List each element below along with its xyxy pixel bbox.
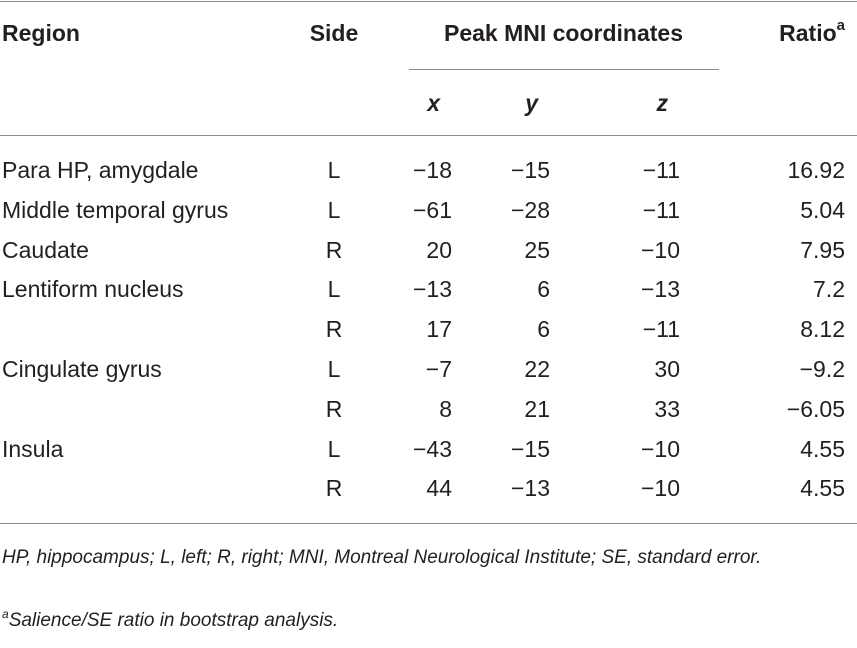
- coordinates-subheader-rule: [409, 69, 719, 70]
- cell-x: −13: [412, 276, 452, 302]
- cell-z: 30: [654, 356, 680, 382]
- cell-side: L: [327, 436, 341, 462]
- cell-side: L: [327, 276, 341, 302]
- cell-x: 20: [426, 237, 452, 263]
- cell-x: −7: [425, 356, 452, 382]
- cell-x: 8: [439, 396, 452, 422]
- footnote-a-text: Salience/SE ratio in bootstrap analysis.: [8, 610, 339, 631]
- header-side: Side: [309, 20, 359, 46]
- cell-x: −18: [412, 157, 452, 183]
- cell-ratio: 8.12: [800, 316, 845, 342]
- cell-side: R: [325, 316, 343, 342]
- cell-z: 33: [654, 396, 680, 422]
- cell-y: −28: [510, 197, 550, 223]
- cell-ratio: 7.95: [800, 237, 845, 263]
- header-ratio-label: Ratio: [779, 20, 837, 46]
- cell-ratio: −9.2: [799, 356, 845, 382]
- header-region: Region: [2, 20, 80, 46]
- cell-region: Lentiform nucleus: [2, 276, 184, 302]
- cell-y: −13: [510, 475, 550, 501]
- header-z: z: [656, 90, 668, 116]
- cell-ratio: 5.04: [800, 197, 845, 223]
- cell-side: R: [325, 475, 343, 501]
- cell-side: L: [327, 157, 341, 183]
- cell-z: −11: [642, 316, 680, 342]
- cell-region: Middle temporal gyrus: [2, 197, 229, 223]
- cell-side: R: [325, 237, 343, 263]
- header-ratio-footnote-marker: a: [836, 17, 845, 35]
- header-y: y: [525, 90, 538, 116]
- cell-region: Caudate: [2, 237, 89, 263]
- cell-x: −43: [412, 436, 452, 462]
- cell-region: Cingulate gyrus: [2, 356, 162, 382]
- cell-ratio: 7.2: [813, 276, 845, 302]
- cell-region: Para HP, amygdale: [2, 157, 199, 183]
- footnote-a-marker: a: [2, 606, 9, 621]
- table-bottom-rule: [0, 523, 857, 524]
- cell-z: −11: [642, 197, 680, 223]
- cell-side: L: [327, 197, 341, 223]
- cell-x: 44: [426, 475, 452, 501]
- cell-z: −13: [640, 276, 680, 302]
- header-x: x: [427, 90, 440, 116]
- cell-ratio: 16.92: [787, 157, 845, 183]
- cell-y: 6: [537, 276, 550, 302]
- cell-region: Insula: [2, 436, 64, 462]
- cell-ratio: −6.05: [786, 396, 845, 422]
- cell-y: 25: [524, 237, 550, 263]
- cell-z: −10: [640, 475, 680, 501]
- cell-ratio: 4.55: [800, 475, 845, 501]
- table-top-rule: [0, 1, 857, 2]
- header-bottom-rule: [0, 135, 857, 136]
- footnote-a: [2, 605, 854, 636]
- cell-x: 17: [426, 316, 452, 342]
- cell-z: −11: [642, 157, 680, 183]
- cell-x: −61: [412, 197, 452, 223]
- cell-y: −15: [510, 157, 550, 183]
- header-peak-mni-coordinates: Peak MNI coordinates: [443, 20, 684, 46]
- cell-y: 21: [524, 396, 550, 422]
- cell-side: R: [325, 396, 343, 422]
- cell-ratio: 4.55: [800, 436, 845, 462]
- cell-y: −15: [510, 436, 550, 462]
- footnote-abbreviations: HP, hippocampus; L, left; R, right; MNI, Montreal Neurological Institute; SE, standard error.: [2, 547, 762, 568]
- cell-z: −10: [640, 237, 680, 263]
- cell-side: L: [327, 356, 341, 382]
- header-ratio: [720, 19, 845, 47]
- cell-y: 6: [537, 316, 550, 342]
- cell-z: −10: [640, 436, 680, 462]
- cell-y: 22: [524, 356, 550, 382]
